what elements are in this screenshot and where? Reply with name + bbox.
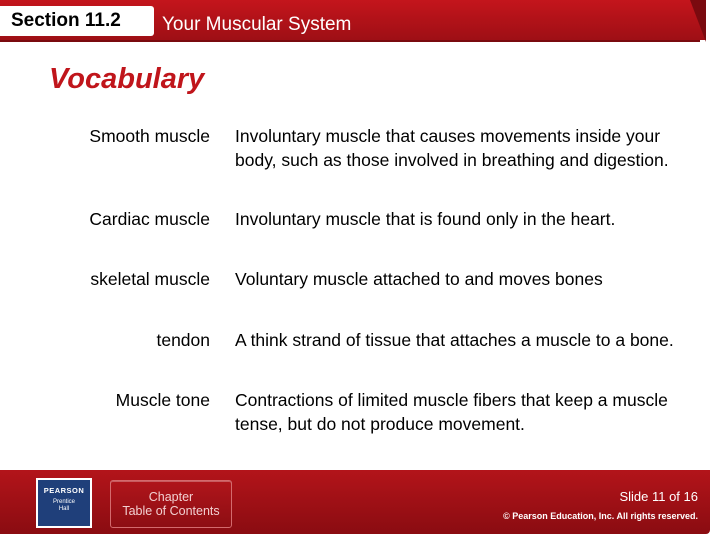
footer-bar — [0, 470, 710, 534]
logo-imprint — [53, 499, 75, 513]
toc-line2: Table of Contents — [122, 504, 220, 518]
pearson-logo — [36, 478, 92, 528]
header-divider — [0, 40, 700, 42]
slide-number: Slide 11 of 16 — [619, 489, 698, 504]
header-fold — [690, 0, 706, 42]
definition-skeletal-muscle: Voluntary muscle attached to and moves bones — [235, 269, 603, 289]
term-smooth-muscle: Smooth muscle — [89, 126, 210, 146]
term-cardiac-muscle: Cardiac muscle — [89, 209, 210, 229]
definition-muscle-tone: Contractions of limited muscle fibers that keep a muscle tense, but do not produce movement. — [235, 390, 668, 434]
section-tab — [0, 6, 154, 36]
copyright-notice: © Pearson Education, Inc. All rights reserved. — [503, 511, 698, 521]
definition-cardiac-muscle: Involuntary muscle that is found only in the heart. — [235, 209, 616, 229]
page-title: Vocabulary — [49, 63, 205, 95]
toc-line1: Chapter — [148, 490, 194, 504]
term-muscle-tone: Muscle tone — [115, 390, 210, 410]
logo-imprint-line2: Hall — [58, 506, 70, 512]
logo-imprint-line1: Prentice — [52, 499, 75, 505]
table-of-contents-button[interactable] — [110, 480, 232, 528]
term-tendon: tendon — [156, 330, 210, 350]
definition-smooth-muscle: Involuntary muscle that causes movements inside your body, such as those involved in breathing and digestion. — [235, 126, 669, 170]
logo-brand: PEARSON — [43, 486, 85, 495]
term-skeletal-muscle: skeletal muscle — [90, 269, 210, 289]
section-label: Section 11.2 — [11, 10, 121, 31]
definition-tendon: A think strand of tissue that attaches a muscle to a bone. — [235, 330, 674, 350]
chapter-title: Your Muscular System — [162, 14, 352, 35]
